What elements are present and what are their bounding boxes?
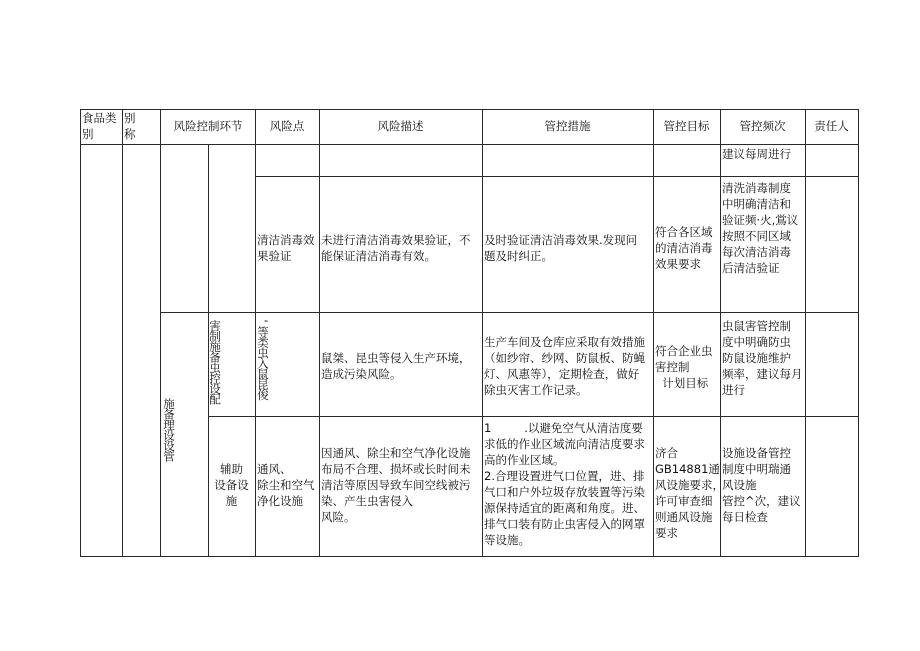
- col-border-9: [805, 109, 806, 557]
- col-border-0: [80, 109, 81, 557]
- col-border-10: [858, 109, 859, 557]
- row1-control-frequency: 清洗消毒制度 中明确清洁和 验证频·火,鴬议 按照不同区域 每次清洁消毒 后清洁验证: [722, 181, 799, 275]
- row3-control-stage: 辅助 设备设 施: [214, 462, 249, 508]
- section-label-pest-control: 害制施备虫控设配: [208, 320, 222, 404]
- row3-control-target: 济合 GB14881通 风设施要求， 许可审查细 则通风设施 要求: [655, 446, 724, 540]
- col-border-1: [122, 109, 123, 557]
- row3-control-frequency: 设施设备管控 制度中明瑞通 风设施 管控^次，建议 每日检查: [722, 446, 801, 524]
- header-risk-point: 风险点: [269, 119, 305, 133]
- col-border-2: [160, 109, 161, 557]
- header-food-category: 食品类 别: [82, 111, 117, 141]
- row2-control-frequency: 虫鼠害管控制 度中明确防虫 防鼠设施维护 频率，建议每月 进行: [722, 319, 803, 397]
- row2-risk-description: 鼠桀、昆虫等侵入生产环境， 造成污染风险。: [321, 351, 471, 381]
- header-bottom-border: [80, 144, 858, 145]
- row3-risk-description: 因通风、除尘和空气净化设施 布局不合理、损坏或长时间未 清洁等原因导致车间空线被污 染、产生虫害侵入 风险。: [321, 446, 471, 524]
- row2-risk-point: 等类虫入鼠昆俊: [256, 326, 270, 400]
- table-top-border: [80, 109, 858, 110]
- row3-control-measures: 1 .以避免空气从清洁度要 求低的作业区域流向清洁度要求 高的作业区域。 2.合理设置进气口位置，进、排 气口和户外垃圾存放装置等污染 源保持适宜的距离和角度。进、 排气口装有防止虫害侵入的网罩 等设施。: [484, 421, 645, 547]
- header-risk-control-stage: 风险控制环节: [173, 119, 243, 133]
- header-control-frequency: 管控频次: [739, 119, 786, 133]
- row-divider-3: [208, 416, 858, 417]
- col-border-7: [653, 109, 654, 557]
- header-responsible-person: 责任人: [814, 119, 849, 133]
- row1-risk-point: 清洁消毒效 果验证: [257, 233, 315, 263]
- row2-risk-point-mark: -: [264, 313, 269, 327]
- row1-control-measures: 及时验证清洁消毒效果.发现问 题及时纠正。: [484, 233, 638, 263]
- section-label-facility-management: 施备理设设管: [162, 398, 176, 461]
- header-risk-description: 风险描述: [377, 119, 424, 133]
- row2-control-measures: 生产车间及仓库应采取有效措施 （如纱帘、纱网、防鼠板、防蝇 灯、风惠等），定期检查，做好 除虫灭害工作记录。: [484, 335, 645, 397]
- row0-frequency: 建议每周进行: [722, 147, 791, 161]
- row1-risk-description: 未进行清洁消毒效果验证，不 能保证清洁消毒有效。: [321, 233, 471, 263]
- col-border-6: [482, 109, 483, 557]
- header-alias: 别 称: [124, 111, 136, 141]
- col-border-5: [319, 109, 320, 557]
- row3-risk-point: 通风、 除尘和空气 净化设施: [257, 462, 315, 508]
- header-control-measures: 管控措施: [544, 119, 591, 133]
- header-control-target: 管控目标: [663, 119, 710, 133]
- row1-control-target: 符合各区域 的清洁消毒 效果要求: [655, 225, 713, 271]
- table-bottom-border: [80, 556, 858, 557]
- row2-control-target: 符合企业虫 害控制 计划目标: [655, 344, 713, 390]
- row-divider-1: [255, 176, 858, 177]
